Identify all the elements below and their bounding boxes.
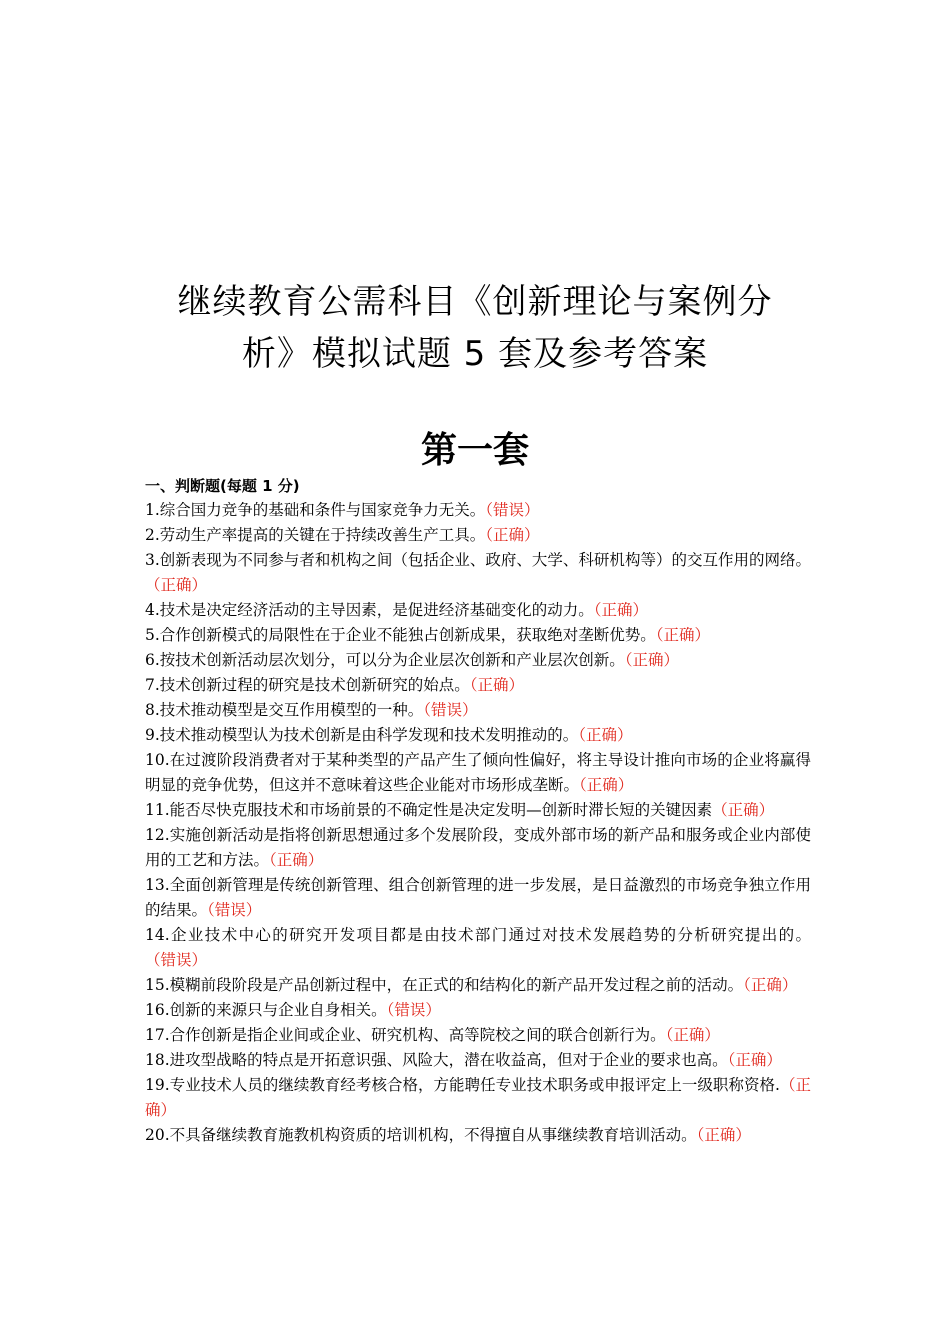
answer-label: （错误）: [386, 1001, 441, 1019]
question-text: 17.合作创新是指企业间或企业、研究机构、高等院校之间的联合创新行为。: [145, 1026, 666, 1044]
question-text: 4.技术是决定经济活动的主导因素，是促进经济基础变化的动力。: [145, 601, 594, 619]
question-text: 20.不具备继续教育施教机构资质的培训机构，不得擅自从事继续教育培训活动。: [145, 1126, 697, 1144]
question-text: 9.技术推动模型认为技术创新是由科学发现和技术发明推动的。: [145, 726, 579, 744]
question-item: [145, 623, 811, 648]
answer-label: （错误）: [207, 901, 262, 919]
question-list: [145, 498, 811, 1148]
answer-label: （正确）: [727, 1051, 782, 1069]
answer-label: （正确）: [696, 1126, 751, 1144]
question-item: [145, 748, 811, 798]
question-item: [145, 548, 811, 598]
question-text: 6.按技术创新活动层次划分，可以分为企业层次创新和产业层次创新。: [145, 651, 625, 669]
question-item: [145, 823, 811, 873]
question-item: [145, 873, 811, 923]
question-item: [145, 1123, 811, 1148]
question-text: 16.创新的来源只与企业自身相关。: [145, 1001, 387, 1019]
question-item: [145, 648, 811, 673]
answer-label: （正确）: [485, 526, 540, 544]
question-item: [145, 1023, 811, 1048]
question-text: 2.劳动生产率提高的关键在于持续改善生产工具。: [145, 526, 486, 544]
question-item: [145, 923, 811, 973]
question-text: 8.技术推动模型是交互作用模型的一种。: [145, 701, 424, 719]
document-title: [100, 276, 850, 380]
question-text: 12.实施创新活动是指将创新思想通过多个发展阶段，变成外部市场的新产品和服务或企业内部使用的工艺和方法。: [145, 826, 811, 869]
answer-label: （错误）: [485, 501, 540, 519]
answer-label: （正确）: [579, 776, 634, 794]
question-text: 14.企业技术中心的研究开发项目都是由技术部门通过对技术发展趋势的分析研究提出的。: [145, 926, 811, 944]
question-item: [145, 498, 811, 523]
question-text: 3.创新表现为不同参与者和机构之间（包括企业、政府、大学、科研机构等）的交互作用的网络。: [145, 551, 811, 569]
question-text: 1.综合国力竞争的基础和条件与国家竞争力无关。: [145, 501, 486, 519]
answer-label: （正确）: [712, 801, 775, 819]
question-item: [145, 1048, 811, 1073]
answer-label: （正确）: [665, 1026, 720, 1044]
document-title-line-1: 继续教育公需科目《创新理论与案例分: [177, 282, 773, 322]
document-title-line-2: 析》模拟试题 5 套及参考答案: [241, 334, 709, 374]
answer-label: （正确）: [593, 601, 649, 619]
question-item: [145, 723, 811, 748]
question-item: [145, 673, 811, 698]
question-item: [145, 698, 811, 723]
set-title: 第一套: [420, 430, 529, 471]
answer-label: （错误）: [145, 951, 208, 969]
answer-label: （正确）: [145, 576, 208, 594]
answer-label: （正确）: [469, 676, 525, 694]
answer-label: （正确）: [743, 976, 798, 994]
question-text: 7.技术创新过程的研究是技术创新研究的始点。: [145, 676, 470, 694]
answer-label: （错误）: [423, 701, 478, 719]
section-heading: 一、判断题(每题 1 分): [145, 477, 300, 495]
answer-label: （正确）: [145, 1076, 811, 1119]
question-item: [145, 598, 811, 623]
question-text: 15.模糊前段阶段是产品创新过程中，在正式的和结构化的新产品开发过程之前的活动。: [145, 976, 744, 994]
question-item: [145, 798, 811, 823]
question-text: 18.进攻型战略的特点是开拓意识强、风险大，潜在收益高，但对于企业的要求也高。: [145, 1051, 728, 1069]
answer-label: （正确）: [578, 726, 633, 744]
question-item: [145, 1073, 811, 1123]
question-text: 19.专业技术人员的继续教育经考核合格，方能聘任专业技术职务或申报评定上一级职称资格.: [145, 1076, 780, 1094]
question-item: [145, 998, 811, 1023]
question-text: 10.在过渡阶段消费者对于某种类型的产品产生了倾向性偏好，将主导设计推向市场的企业将赢得明显的竞争优势，但这并不意味着这些企业能对市场形成垄断。: [145, 751, 811, 794]
answer-label: （正确）: [655, 626, 711, 644]
answer-label: （正确）: [624, 651, 680, 669]
question-item: [145, 523, 811, 548]
question-item: [145, 973, 811, 998]
answer-label: （正确）: [269, 851, 324, 869]
question-text: 11.能否尽快克服技术和市场前景的不确定性是决定发明—创新时滞长短的关键因素: [145, 801, 713, 819]
question-text: 13.全面创新管理是传统创新管理、组合创新管理的进一步发展，是日益激烈的市场竞争独立作用的结果。: [145, 876, 811, 919]
question-text: 5.合作创新模式的局限性在于企业不能独占创新成果，获取绝对垄断优势。: [145, 626, 656, 644]
